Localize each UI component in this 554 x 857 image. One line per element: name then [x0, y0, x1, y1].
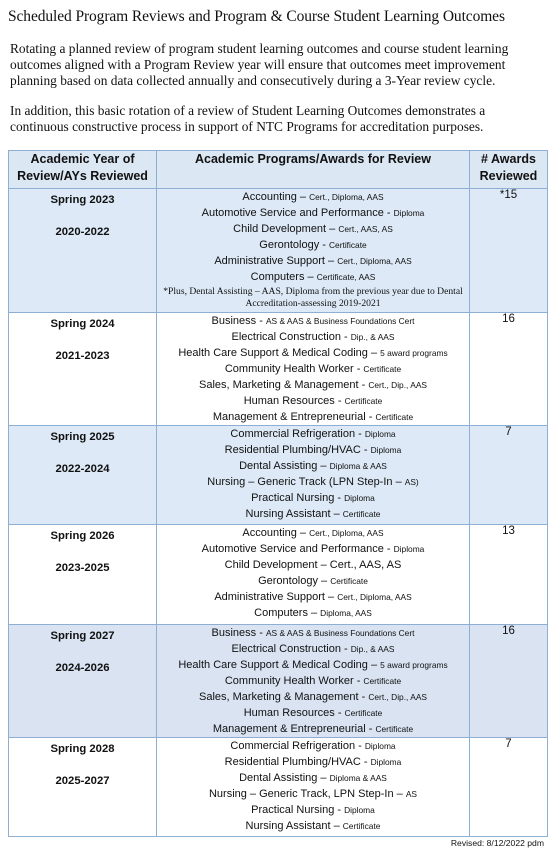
program-awards: Cert., Diploma, AAS — [309, 528, 384, 538]
program-awards: Diploma — [344, 805, 375, 815]
program-entry — [157, 573, 469, 589]
program-awards: Diploma & AAS — [329, 461, 387, 471]
program-name: Business - — [211, 315, 266, 327]
program-entry — [157, 786, 469, 802]
program-entry — [157, 557, 469, 573]
review-term: Spring 2027 — [50, 630, 115, 642]
table-header-row — [9, 151, 548, 189]
program-name: Nursing Assistant – — [245, 508, 343, 520]
table-row — [9, 525, 548, 625]
review-term: Spring 2026 — [50, 530, 115, 542]
program-name: Business - — [211, 627, 266, 639]
program-name: Community Health Worker - — [224, 363, 364, 375]
program-entry — [157, 589, 469, 605]
program-name: Management & Entrepreneurial - — [212, 723, 376, 735]
program-entry — [157, 329, 469, 345]
program-entry — [157, 689, 469, 705]
awards-count-cell: *15 — [470, 189, 548, 313]
program-name: Child Development – — [233, 223, 339, 235]
program-entry — [157, 393, 469, 409]
program-awards: Dip., & AAS — [350, 332, 395, 342]
awards-count-cell: 7 — [470, 426, 548, 525]
program-awards: Diploma — [364, 429, 396, 439]
table-row — [9, 189, 548, 313]
program-awards: Certificate — [363, 364, 402, 374]
years-reviewed: 2023-2025 — [55, 562, 110, 574]
program-awards: Cert., Dip., AAS — [368, 380, 427, 390]
review-year-cell — [9, 426, 157, 525]
program-name: Human Resources - — [243, 395, 345, 407]
program-entry — [157, 253, 469, 269]
program-name: Computers – — [250, 271, 317, 283]
program-entry — [157, 490, 469, 506]
program-entry — [157, 705, 469, 721]
program-entry — [157, 189, 469, 205]
review-year-cell — [9, 738, 157, 837]
program-awards: Diploma — [370, 757, 402, 767]
program-entry — [157, 641, 469, 657]
program-entry — [157, 657, 469, 673]
program-entry — [157, 525, 469, 541]
program-name: Automotive Service and Performance - — [201, 543, 394, 555]
program-awards: AS & AAS & Business Foundations Cert — [265, 316, 415, 326]
program-name: Electrical Construction - — [231, 643, 351, 655]
program-entry — [157, 754, 469, 770]
program-awards: Cert., Diploma, AAS — [337, 592, 412, 602]
program-awards: Diploma — [344, 493, 375, 503]
years-reviewed: 2022-2024 — [55, 463, 110, 475]
program-awards: Cert., AAS, AS — [338, 224, 393, 234]
program-name: Residential Plumbing/HVAC - — [224, 756, 371, 768]
program-name: Gerontology - — [259, 239, 329, 251]
review-term: Spring 2025 — [50, 431, 115, 443]
table-row — [9, 625, 548, 738]
program-name: Practical Nursing - — [251, 492, 345, 504]
programs-cell — [157, 738, 470, 837]
program-awards: Diploma — [393, 544, 425, 554]
program-entry — [157, 269, 469, 285]
programs-cell — [157, 189, 470, 313]
program-awards: Certificate — [342, 821, 381, 831]
awards-count-cell: 13 — [470, 525, 548, 625]
program-entry — [157, 377, 469, 393]
intro-paragraph: Rotating a planned review of program student learning outcomes and course student learning outcomes aligned with a Program Review year will ensure that outcomes meet improvement planning based on data collected annually and consecutively during a 3-Year review cycle. — [10, 41, 509, 88]
program-name: Human Resources - — [243, 707, 345, 719]
program-name: Sales, Marketing & Management - — [198, 379, 369, 391]
program-awards: 5 award programs — [380, 660, 448, 670]
program-awards: Certificate — [329, 240, 367, 250]
program-name: Accounting – — [242, 191, 310, 203]
table-row — [9, 313, 548, 426]
review-year-cell — [9, 525, 157, 625]
program-entry — [157, 313, 469, 329]
program-note: *Plus, Dental Assisting – AAS, Diploma from the previous year due to Dental Accreditation-assessing 2019-2021 — [163, 286, 463, 309]
program-entry — [157, 205, 469, 221]
program-awards: Certificate — [375, 412, 414, 422]
programs-cell — [157, 426, 470, 525]
program-name: Community Health Worker - — [224, 675, 364, 687]
program-awards: Certificate, AAS — [316, 272, 376, 282]
program-awards: Diploma — [364, 741, 396, 751]
program-awards: Diploma, AAS — [320, 608, 372, 618]
programs-cell — [157, 525, 470, 625]
review-term: Spring 2023 — [50, 194, 115, 206]
program-awards: 5 award programs — [380, 348, 448, 358]
program-entry — [157, 506, 469, 522]
review-year-cell — [9, 625, 157, 738]
program-entry — [157, 426, 469, 442]
header-awards-count: # Awards Reviewed — [470, 151, 548, 189]
program-awards: AS & AAS & Business Foundations Cert — [265, 628, 415, 638]
program-name: Administrative Support – — [214, 255, 338, 267]
header-programs: Academic Programs/Awards for Review — [157, 151, 470, 189]
program-awards: Dip., & AAS — [350, 644, 395, 654]
program-name: Health Care Support & Medical Coding – — [178, 347, 381, 359]
review-term: Spring 2028 — [50, 743, 115, 755]
years-reviewed: 2025-2027 — [55, 775, 110, 787]
program-entry — [157, 721, 469, 737]
awards-count-cell: 16 — [470, 625, 548, 738]
program-entry — [157, 738, 469, 754]
program-awards: Diploma — [370, 445, 402, 455]
program-name: Gerontology – — [258, 575, 331, 587]
accreditation-paragraph: In addition, this basic rotation of a review of Student Learning Outcomes demonstrates a continuous constructive process in support of NTC Programs for accreditation purposes. — [10, 103, 486, 134]
program-awards: Cert., Diploma, AAS — [337, 256, 412, 266]
page-title: Scheduled Program Reviews and Program & Course Student Learning Outcomes — [8, 8, 505, 25]
program-awards: Cert., Diploma, AAS — [309, 192, 384, 202]
program-name: Child Development – Cert., AAS, AS — [224, 559, 402, 571]
program-name: Sales, Marketing & Management - — [198, 691, 369, 703]
program-entry — [157, 237, 469, 253]
program-entry — [157, 802, 469, 818]
awards-count-cell: 7 — [470, 738, 548, 837]
program-entry — [157, 541, 469, 557]
program-name: Residential Plumbing/HVAC - — [224, 444, 371, 456]
program-awards: Certificate — [330, 576, 368, 586]
years-reviewed: 2024-2026 — [55, 662, 110, 674]
program-name: Automotive Service and Performance - — [201, 207, 394, 219]
program-name: Practical Nursing - — [251, 804, 345, 816]
program-entry — [157, 409, 469, 425]
program-awards: AS — [405, 789, 418, 799]
program-awards: Cert., Dip., AAS — [368, 692, 427, 702]
program-name: Dental Assisting – — [239, 460, 330, 472]
program-awards: AS) — [404, 477, 419, 487]
program-awards: Certificate — [342, 509, 381, 519]
review-year-cell — [9, 189, 157, 313]
program-entry — [157, 221, 469, 237]
program-entry — [157, 673, 469, 689]
program-name: Nursing – Generic Track (LPN Step-In – — [207, 476, 405, 488]
table-row — [9, 426, 548, 525]
program-awards: Certificate — [375, 724, 414, 734]
program-entry — [157, 605, 469, 621]
review-schedule-table — [8, 150, 548, 837]
program-name: Commercial Refrigeration - — [230, 428, 365, 440]
header-academic-year: Academic Year of Review/AYs Reviewed — [9, 151, 157, 189]
program-name: Administrative Support – — [214, 591, 338, 603]
review-year-cell — [9, 313, 157, 426]
program-name: Accounting – — [242, 527, 310, 539]
program-awards: Diploma & AAS — [329, 773, 387, 783]
programs-cell — [157, 313, 470, 426]
program-name: Management & Entrepreneurial - — [212, 411, 376, 423]
program-name: Computers – — [254, 607, 321, 619]
table-row — [9, 738, 548, 837]
program-name: Electrical Construction - — [231, 331, 351, 343]
programs-cell — [157, 625, 470, 738]
program-name: Commercial Refrigeration - — [230, 740, 365, 752]
program-awards: Certificate — [344, 708, 383, 718]
program-name: Nursing – Generic Track, LPN Step-In – — [208, 788, 406, 800]
program-awards: Certificate — [363, 676, 402, 686]
program-awards: Diploma — [393, 208, 425, 218]
years-reviewed: 2021-2023 — [55, 350, 110, 362]
program-awards: Certificate — [344, 396, 383, 406]
program-entry — [157, 474, 469, 490]
program-entry — [157, 770, 469, 786]
review-term: Spring 2024 — [50, 318, 115, 330]
program-entry — [157, 442, 469, 458]
program-entry — [157, 818, 469, 834]
program-name: Health Care Support & Medical Coding – — [178, 659, 381, 671]
program-name: Nursing Assistant – — [245, 820, 343, 832]
program-entry — [157, 625, 469, 641]
program-entry — [157, 458, 469, 474]
years-reviewed: 2020-2022 — [55, 226, 110, 238]
revised-date: Revised: 8/12/2022 pdm — [450, 838, 544, 848]
program-name: Dental Assisting – — [239, 772, 330, 784]
program-entry — [157, 345, 469, 361]
program-entry — [157, 361, 469, 377]
awards-count-cell: 16 — [470, 313, 548, 426]
